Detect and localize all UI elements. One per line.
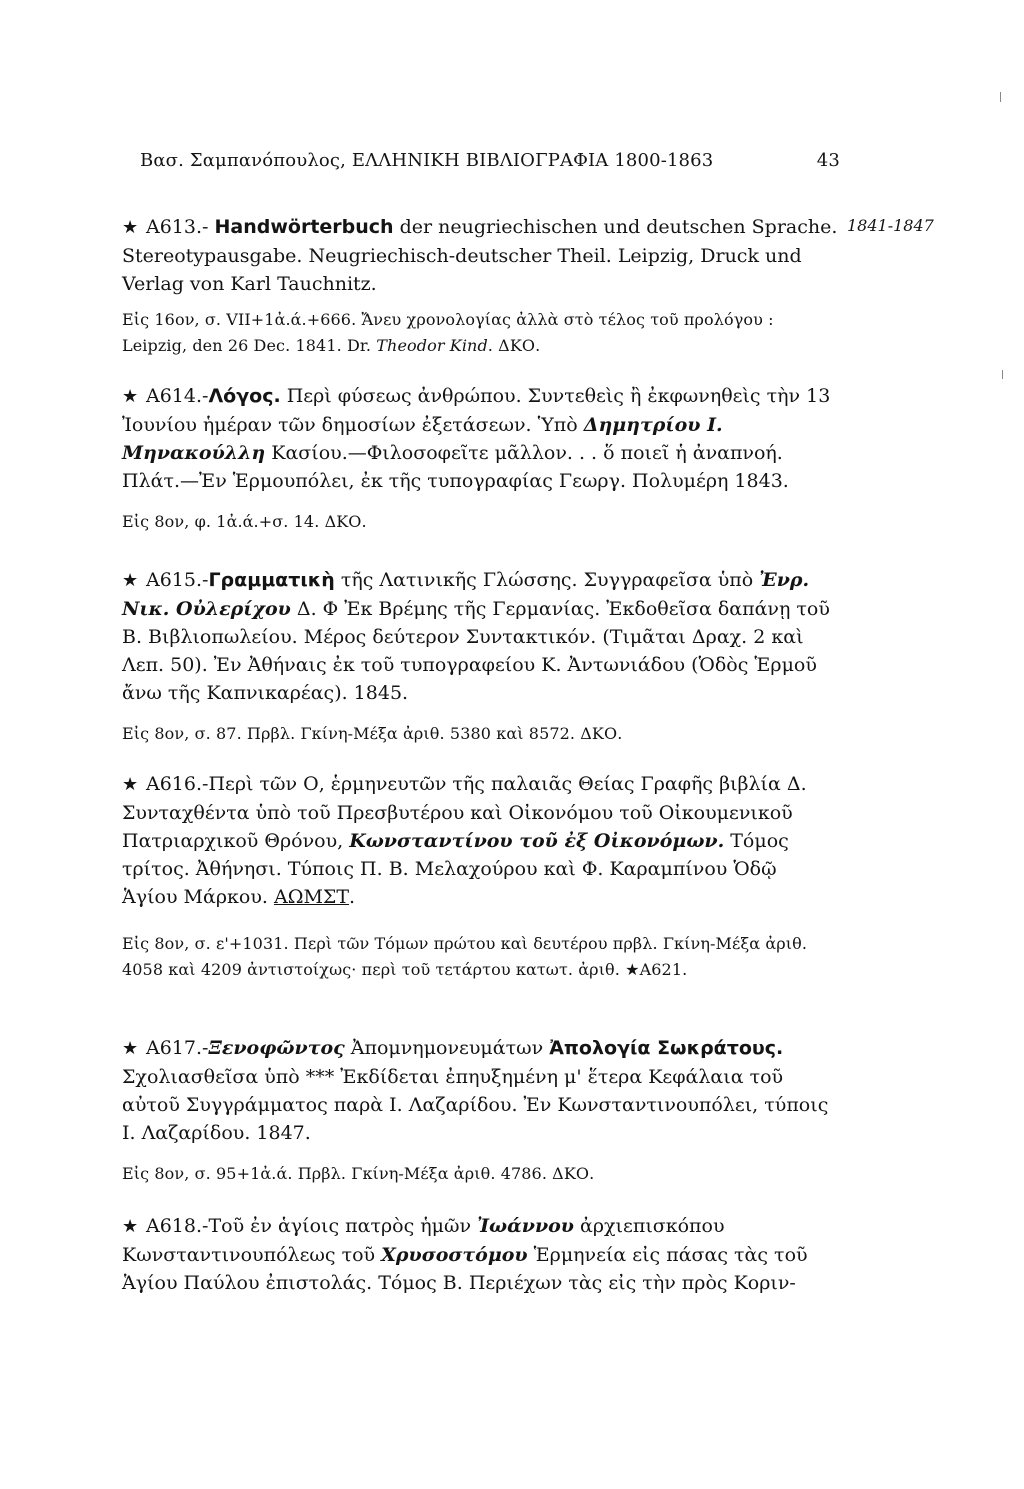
entry-author: Ἐνρ. Νικ. Οὐλερίχου <box>122 569 810 620</box>
entry-title: Ἀπολογία Σωκράτους. <box>549 1037 784 1059</box>
header-title: Βασ. Σαμπανόπουλος, ΕΛΛΗΝΙΚΗ ΒΙΒΛΙΟΓΡΑΦΙΑ 1800-1863 <box>140 150 714 171</box>
entry-author: Ξενοφῶντος <box>208 1037 345 1059</box>
entry-text: Δ. Φ Ἐκ Βρέμης τῆς Γερμανίας. Ἐκδοθεῖσα δαπάνῃ τοῦ Β. Βιβλιοπωλείου. Μέρος δεύτερον Συντακτικόν. (Τιμᾶται Δραχ. 2 καὶ Λεπ. 50). Ἐν Ἀθήναις ἐκ τοῦ τυπογραφείου Κ. Ἀντωνιάδου (Ὁδὸς Ἑρμοῦ ἄνω τῆς Καπνικαρέας). 1845. <box>122 598 830 704</box>
entry-text: Περὶ τῶν Ο, ἑρμηνευτῶν τῆς παλαιᾶς Θείας Γραφῆς βιβλία Δ. Συνταχθέντα ὑπὸ τοῦ Πρεσβυτέρου καὶ Οἰκονόμου τοῦ Οἰκουμενικοῦ Πατριαρχικοῦ Θρόνου, <box>122 773 807 852</box>
entry-text: τῆς Λατινικῆς Γλώσσης. Συγγραφεῖσα ὑπὸ <box>334 569 760 591</box>
description-text: Εἰς 16ον, σ. VII+1ἀ.ά.+666. Ἄνευ χρονολογίας ἀλλὰ στὸ τέλος τοῦ προλόγου : Leipzig, den 26 Dec. 1841. Dr. <box>122 310 774 355</box>
entry-id: A616.- <box>146 773 209 795</box>
entry-id: A614.- <box>146 385 209 407</box>
running-header <box>140 150 840 176</box>
entry-id: A617.- <box>146 1037 209 1059</box>
star-icon: ★ <box>122 774 139 795</box>
entry-underlined-abbrev: ΑΩΜΣΤ <box>273 886 350 908</box>
star-icon: ★ <box>122 1216 139 1237</box>
entry-title: Handwörterbuch <box>214 216 394 238</box>
entry-author: Κωνσταντίνου τοῦ ἐξ Οἰκονόμων. <box>349 830 725 852</box>
entry-text: Τόμος τρίτος. Ἀθήνησι. Τύποις Π. Β. Μελαχούρου καὶ Φ. Καραμπίνου Ὁδῷ Ἁγίου Μάρκου. <box>122 830 789 908</box>
page-number: 43 <box>816 150 840 171</box>
entry-text: . <box>349 886 356 908</box>
entry-a617 <box>122 1034 838 1147</box>
entry-title: Λόγος. <box>208 385 281 407</box>
entry-text: Σχολιασθεῖσα ὑπὸ *** Ἐκδίδεται ἐπηυξημένη μ' ἕτερα Κεφάλαια τοῦ αὐτοῦ Συγγράμματος παρὰ Ι. Λαζαρίδου. Ἐν Κωνσταντινουπόλει, τύποις Ι. Λαζαρίδου. 1847. <box>122 1066 829 1144</box>
entry-text: Τοῦ ἐν ἁγίοις πατρὸς ἡμῶν <box>208 1215 478 1237</box>
margin-tick-top <box>1000 92 1001 102</box>
star-icon: ★ <box>122 570 139 591</box>
entry-title: Γραμματικὴ <box>208 569 335 591</box>
star-icon: ★ <box>122 386 139 407</box>
entry-a614-description: Εἰς 8ον, φ. 1ἀ.ά.+σ. 14. ΔΚΟ. <box>122 512 367 531</box>
star-icon: ★ <box>122 1038 139 1059</box>
entry-text: Ἑρμηνεία εἰς πάσας τὰς τοῦ Ἁγίου Παύλου ἐπιστολάς. Τόμος Β. Περιέχων τὰς εἰς τὴν πρὸς Κοριν- <box>122 1244 808 1294</box>
entry-a616-description: Εἰς 8ον, σ. ε'+1031. Περὶ τῶν Τόμων πρώτου καὶ δευτέρου πρβλ. Γκίνη-Μέξα ἀριθ. 4058 καὶ 4209 ἀντιστοίχως· περὶ τοῦ τετάρτου κατωτ. ἀριθ. ★A621. <box>122 934 808 979</box>
entry-a618 <box>122 1212 838 1297</box>
margin-year-range: 1841-1847 <box>847 216 934 235</box>
entry-a617-description: Εἰς 8ον, σ. 95+1ἀ.ά. Πρβλ. Γκίνη-Μέξα ἀριθ. 4786. ΔΚΟ. <box>122 1164 595 1183</box>
entry-author: Χρυσοστόμου <box>381 1244 528 1266</box>
entry-a613 <box>122 213 838 298</box>
description-text: . ΔΚΟ. <box>487 336 541 355</box>
entry-text: Ἀπομνημονευμάτων <box>344 1037 550 1059</box>
entry-text: Περὶ φύσεως ἀνθρώπου. Συντεθεὶς ἢ ἐκφωνηθεὶς τὴν 13 Ἰουνίου ἡμέραν τῶν δημοσίων ἐξετάσεων. Ὑπὸ <box>122 385 831 436</box>
entry-id: A615.- <box>146 569 209 591</box>
entry-a614 <box>122 382 838 495</box>
entry-a615 <box>122 566 838 707</box>
star-icon: ★ <box>122 217 139 238</box>
entry-text: ἀρχιεπισκόπου Κωνσταντινουπόλεως τοῦ <box>122 1215 725 1266</box>
margin-tick-side <box>1002 370 1003 379</box>
entry-author: Δημητρίου Ι. Μηνακούλλη <box>122 414 723 464</box>
entry-a615-description: Εἰς 8ον, σ. 87. Πρβλ. Γκίνη-Μέξα ἀριθ. 5380 καὶ 8572. ΔΚΟ. <box>122 724 623 743</box>
entry-a613-description <box>122 307 838 359</box>
description-italic: Theodor Kind <box>376 336 488 355</box>
entry-id: A613.- <box>146 216 209 238</box>
entry-text: Κασίου.—Φιλοσοφεῖτε μᾶλλον. . . ὅ ποιεῖ ἡ ἀναπνοή. Πλάτ.—Ἐν Ἑρμουπόλει, ἐκ τῆς τυπογραφίας Γεωργ. Πολυμέρη 1843. <box>122 442 789 492</box>
entry-id: A618.- <box>146 1215 209 1237</box>
entry-text: der neugriechischen und deutschen Sprache. Stereotypausgabe. Neugriechisch-deutscher Theil. Leipzig, Druck und Verlag von Karl Tauchnitz. <box>122 216 838 295</box>
entry-a616 <box>122 770 838 911</box>
entry-author: Ἰωάννου <box>477 1215 574 1237</box>
